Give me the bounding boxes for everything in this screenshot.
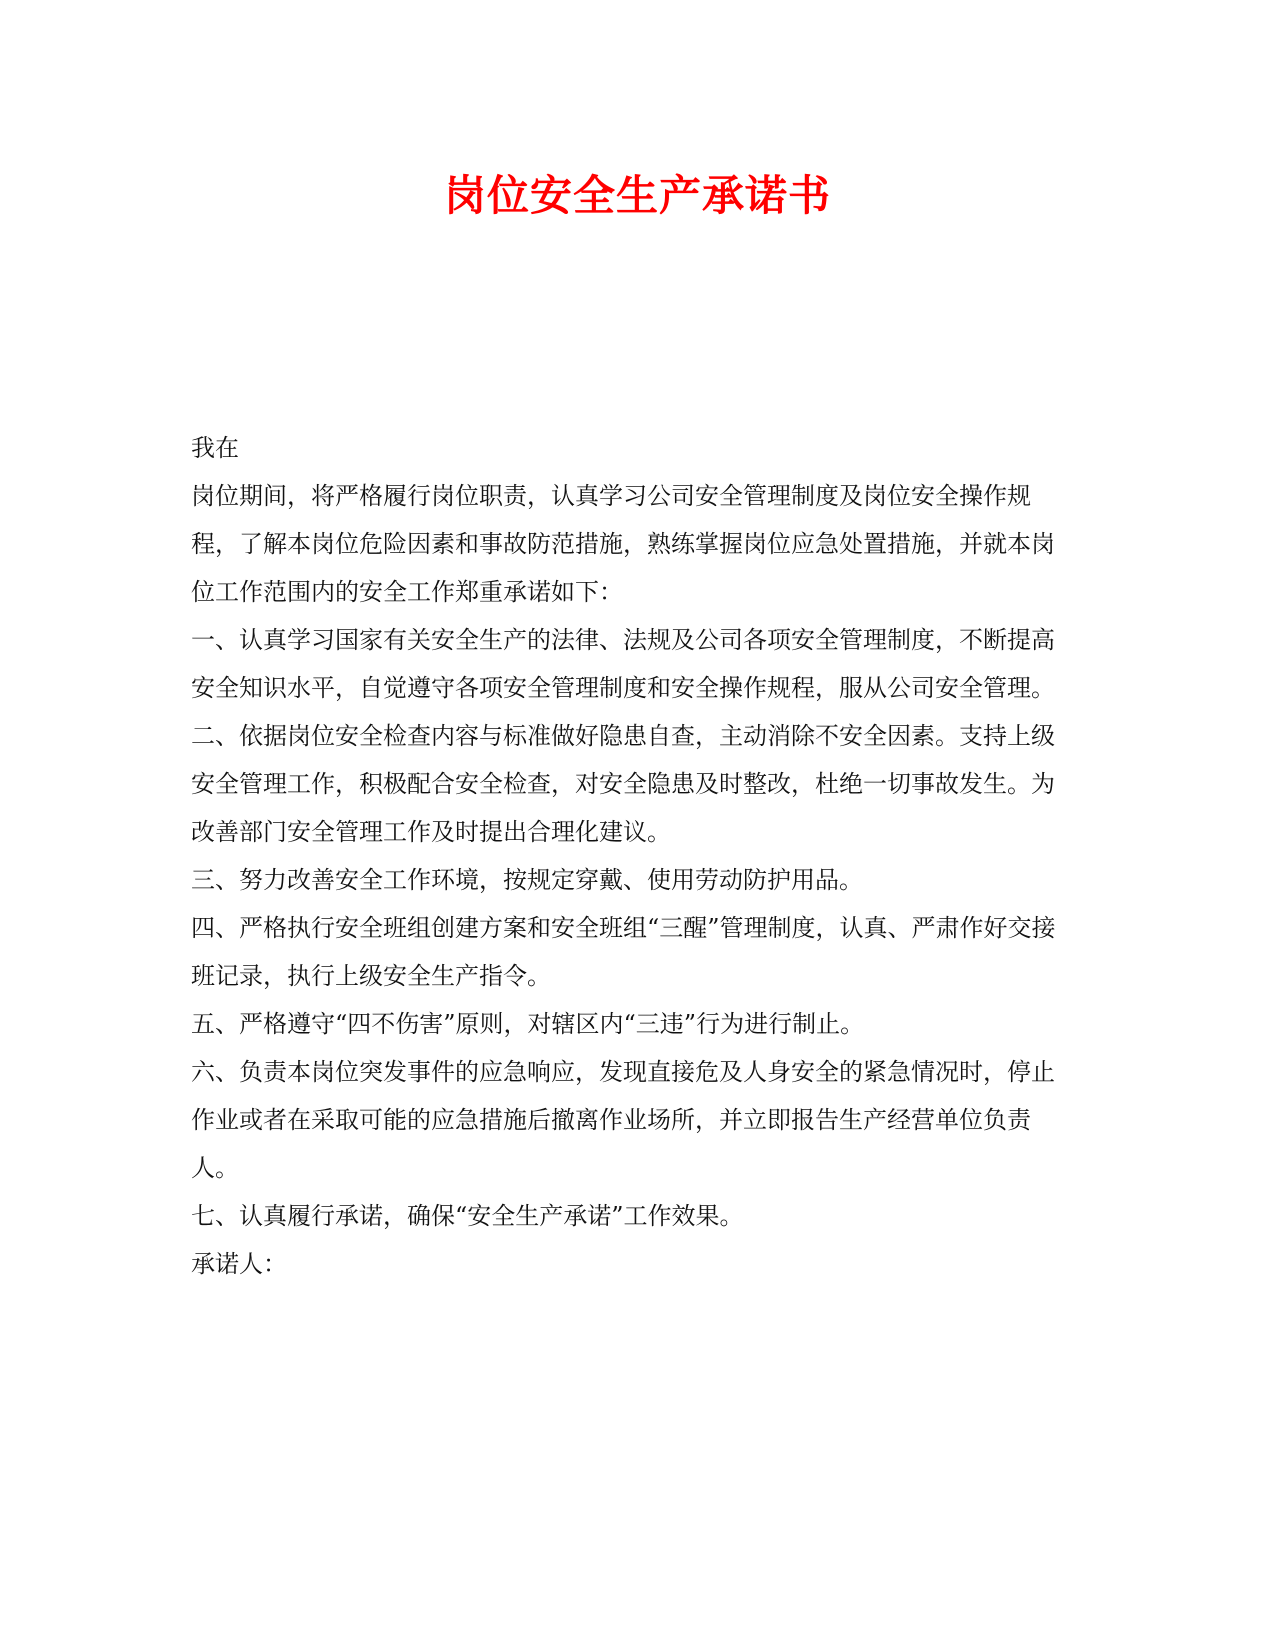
document-body	[191, 424, 1071, 1288]
paragraph-item-1: 一、认真学习国家有关安全生产的法律、法规及公司各项安全管理制度，不断提高安全知识水平，自觉遵守各项安全管理制度和安全操作规程，服从公司安全管理。	[191, 626, 1055, 702]
document-title: 岗位安全生产承诺书	[443, 171, 831, 220]
signature-label: 承诺人：	[191, 1250, 287, 1278]
paragraph-intro: 我在	[191, 434, 239, 462]
paragraph-item-3: 三、努力改善安全工作环境，按规定穿戴、使用劳动防护用品。	[191, 866, 863, 894]
paragraph-item-4: 四、严格执行安全班组创建方案和安全班组“三醒”管理制度，认真、严肃作好交接班记录，执行上级安全生产指令。	[191, 914, 1056, 990]
paragraph-item-7: 七、认真履行承诺，确保“安全生产承诺”工作效果。	[191, 1202, 744, 1230]
paragraph-item-2: 二、依据岗位安全检查内容与标准做好隐患自查，主动消除不安全因素。支持上级安全管理工作，积极配合安全检查，对安全隐患及时整改，杜绝一切事故发生。为改善部门安全管理工作及时提出合理化建议。	[191, 722, 1055, 846]
paragraph-item-5: 五、严格遵守“四不伤害”原则，对辖区内“三违”行为进行制止。	[191, 1010, 865, 1038]
paragraph-item-6: 六、负责本岗位突发事件的应急响应，发现直接危及人身安全的紧急情况时，停止作业或者在采取可能的应急措施后撤离作业场所，并立即报告生产经营单位负责人。	[191, 1058, 1055, 1182]
paragraph-preamble: 岗位期间，将严格履行岗位职责，认真学习公司安全管理制度及岗位安全操作规程，了解本岗位危险因素和事故防范措施，熟练掌握岗位应急处置措施，并就本岗位工作范围内的安全工作郑重承诺如下：	[191, 482, 1055, 606]
